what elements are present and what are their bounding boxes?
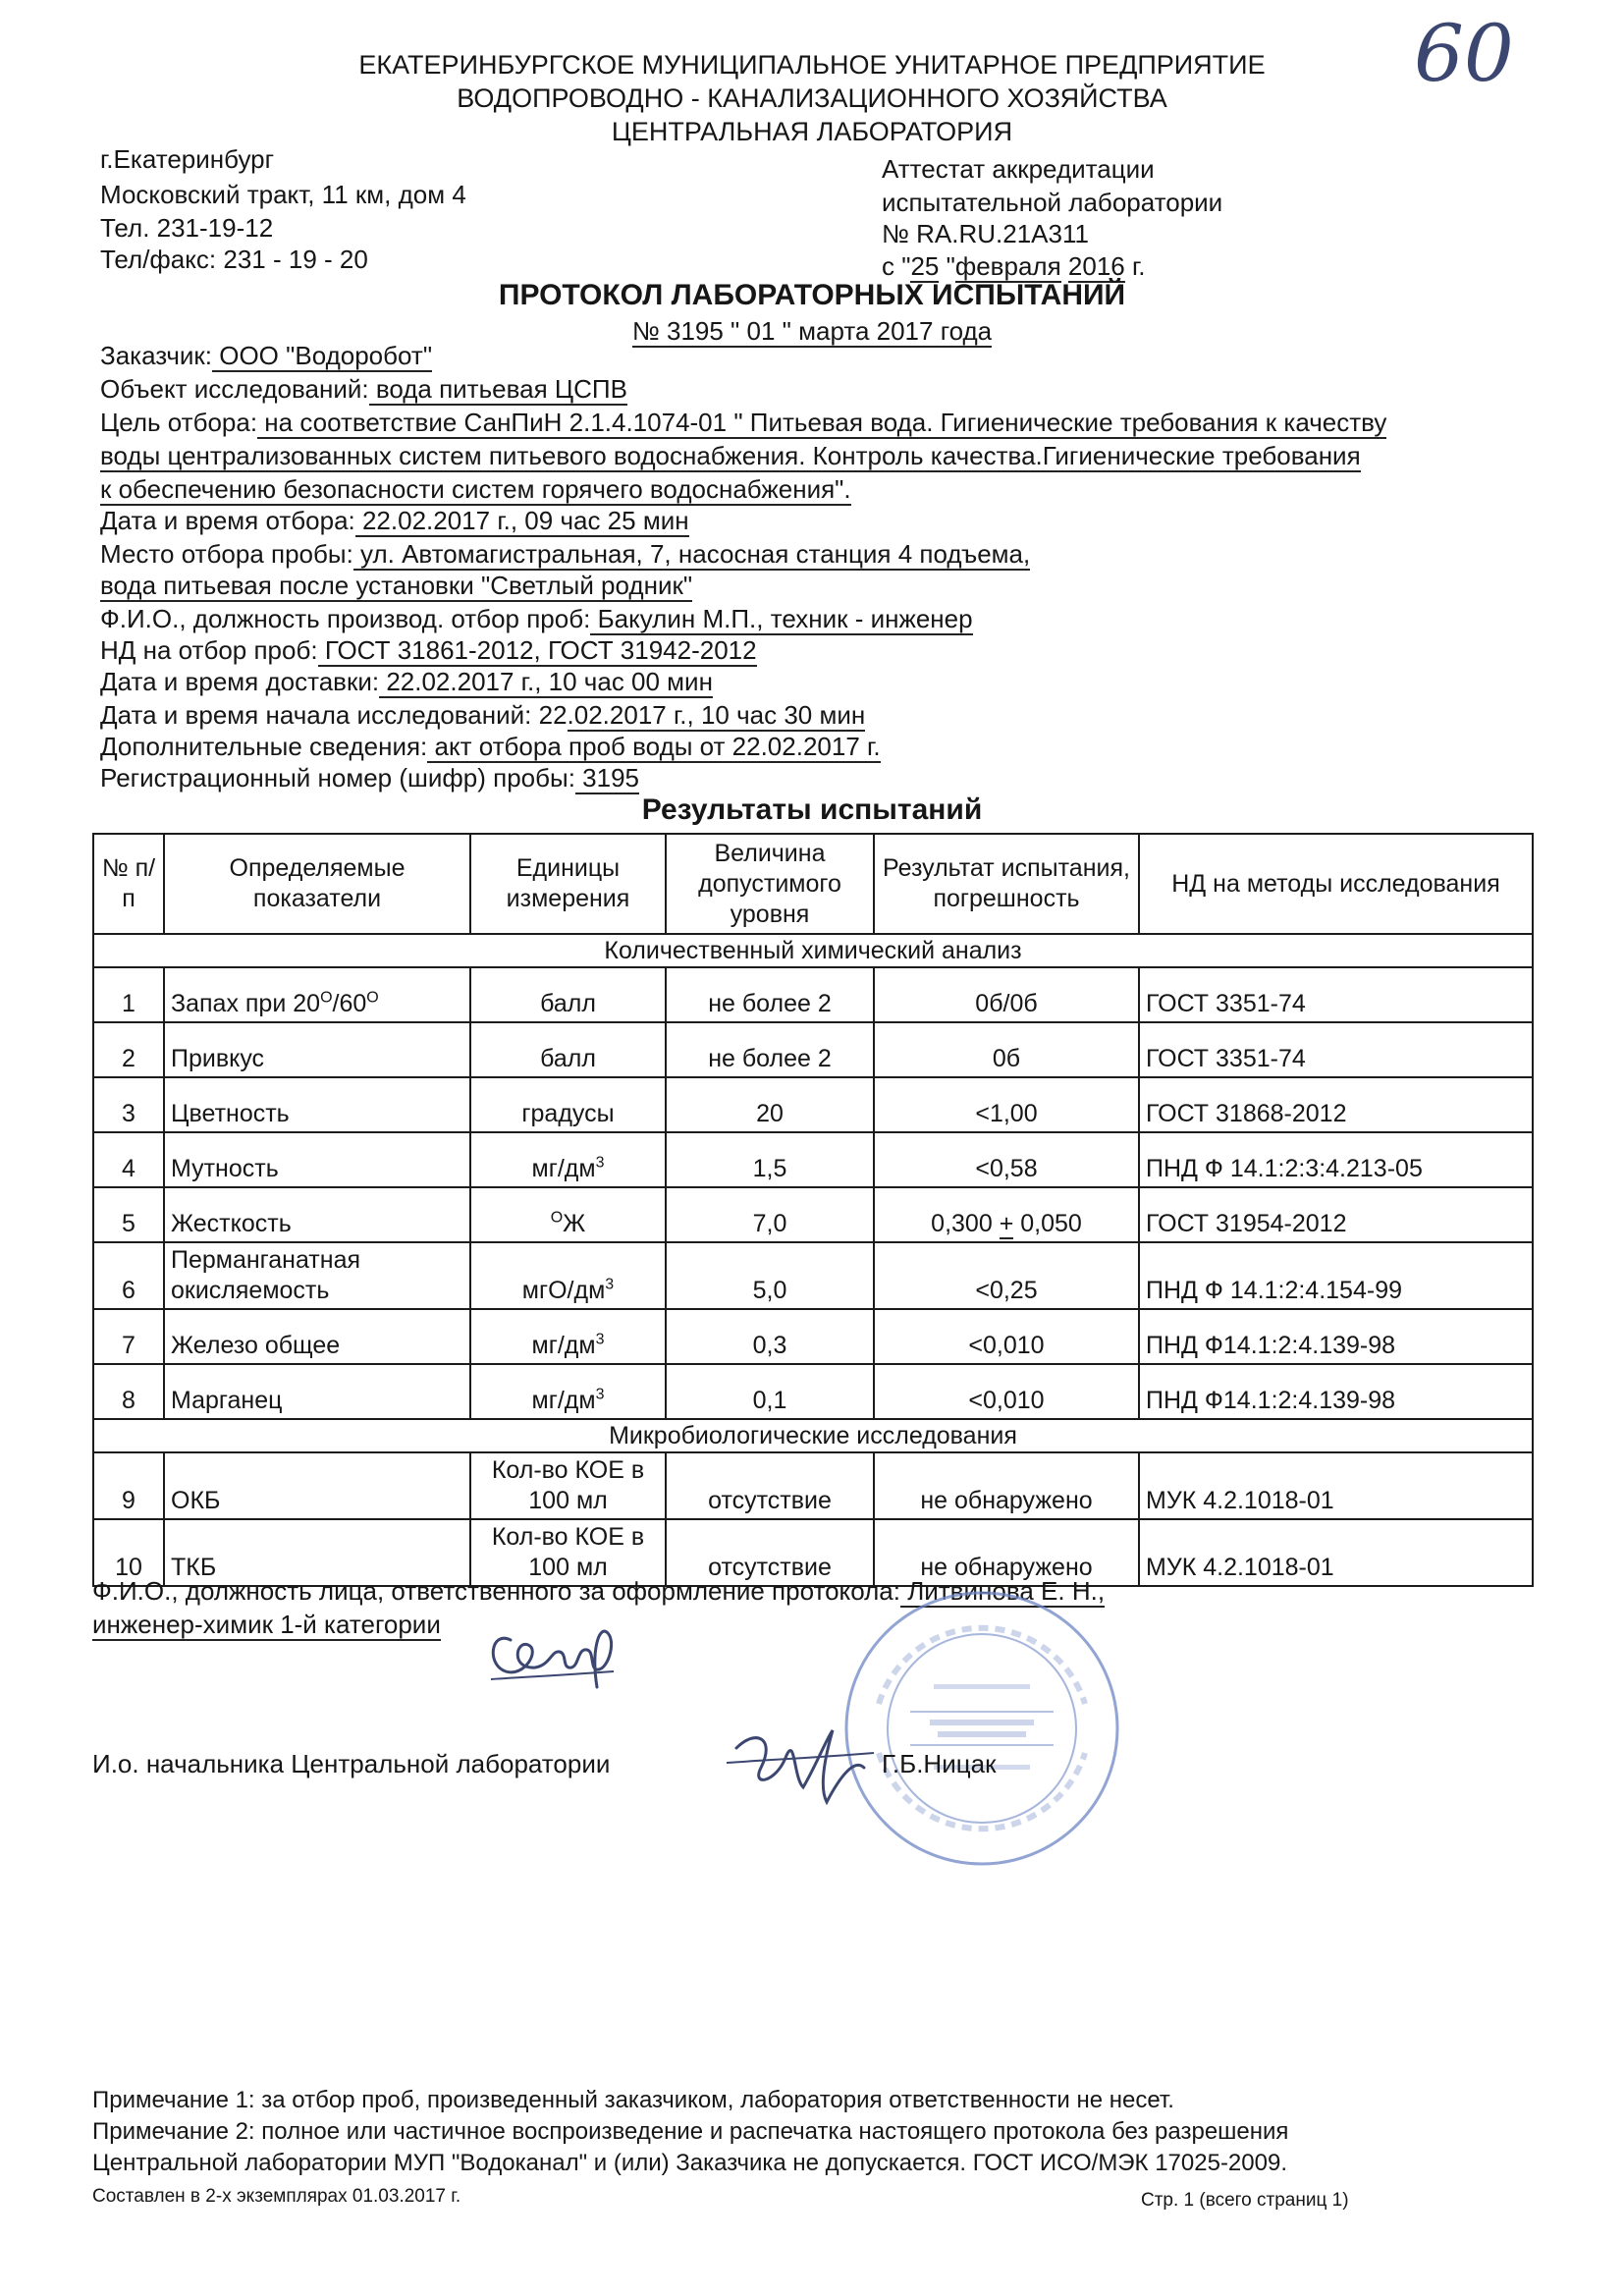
field-sampler: Ф.И.О., должность производ. отбор проб: Бакулин М.П., техник - инженер (100, 604, 973, 633)
row-norm: не более 2 (666, 1022, 874, 1077)
row-method: ГОСТ 3351-74 (1139, 1022, 1533, 1077)
field-purpose-2: воды централизованных систем питьевого водоснабжения. Контроль качества.Гигиенические требования (100, 441, 1361, 470)
field-nd: НД на отбор проб: ГОСТ 31861-2012, ГОСТ 31942-2012 (100, 635, 757, 665)
results-title: Результаты испытаний (641, 793, 983, 826)
table-row (93, 1452, 1533, 1519)
row-number: 9 (93, 1452, 164, 1519)
row-indicator: Запах при $20^О/60^О$ (164, 967, 470, 1022)
accreditation-line-1: Аттестат аккредитации (882, 154, 1155, 184)
row-norm: 0,1 (666, 1364, 874, 1419)
accreditation-number: № RA.RU.21А311 (882, 219, 1089, 248)
field-sampling-datetime: Дата и время отбора: 22.02.2017 г., 09 час 25 мин (100, 506, 689, 535)
responsible-position: инженер-химик 1-й категории (92, 1610, 441, 1639)
row-result: <0,25 (874, 1242, 1139, 1309)
handwritten-page-number: 60 (1414, 8, 1514, 99)
section-micro-label: Микробиологические исследования (93, 1419, 1533, 1452)
row-indicator: Перманганатная окисляемость (164, 1242, 470, 1309)
row-norm: 20 (666, 1077, 874, 1132)
row-result: не обнаружено (874, 1519, 1139, 1586)
address-fax: Тел/факс: 231 - 19 - 20 (100, 245, 368, 274)
section-row-chemical (93, 934, 1533, 967)
row-indicator: Привкус (164, 1022, 470, 1077)
table-row (93, 1309, 1533, 1364)
row-method: ПНД Ф 14.1:2:4.154-99 (1139, 1242, 1533, 1309)
address-street: Московский тракт, 11 км, дом 4 (100, 180, 466, 209)
field-analysis-start: Дата и время начала исследований: 22.02.2017 г., 10 час 30 мин (100, 700, 866, 730)
protocol-title: ПРОТОКОЛ ЛАБОРАТОРНЫХ ИСПЫТАНИЙ (498, 279, 1126, 311)
responsible-signature-icon (481, 1611, 628, 1699)
header-indicator: Определяемые показатели (164, 834, 470, 934)
note-1: Примечание 1: за отбор проб, произведенный заказчиком, лаборатория ответственности не несет. (92, 2087, 1174, 2113)
row-unit: $^О$Ж (470, 1187, 666, 1242)
row-unit: мгО/$дм^3$ (470, 1242, 666, 1309)
row-result: 0б (874, 1022, 1139, 1077)
row-unit: балл (470, 1022, 666, 1077)
note-2-line-1: Примечание 2: полное или частичное воспроизведение и распечатка настоящего протокола без разрешения (92, 2118, 1289, 2145)
row-number: 8 (93, 1364, 164, 1419)
field-purpose-3: к обеспечению безопасности систем горячего водоснабжения". (100, 474, 851, 504)
row-norm: 5,0 (666, 1242, 874, 1309)
row-result: <0,58 (874, 1132, 1139, 1187)
field-object: Объект исследований: вода питьевая ЦСПВ (100, 374, 627, 404)
row-norm: отсутствие (666, 1452, 874, 1519)
head-title: И.о. начальника Центральной лаборатории (92, 1749, 611, 1778)
row-method: МУК 4.2.1018-01 (1139, 1519, 1533, 1586)
row-result: 0,300 + 0,050 (874, 1187, 1139, 1242)
row-method: МУК 4.2.1018-01 (1139, 1452, 1533, 1519)
row-number: 5 (93, 1187, 164, 1242)
field-customer: Заказчик: ООО "Водоробот" (100, 341, 433, 370)
row-number: 10 (93, 1519, 164, 1586)
row-norm: 1,5 (666, 1132, 874, 1187)
row-indicator: ТКБ (164, 1519, 470, 1586)
row-method: ГОСТ 31868-2012 (1139, 1077, 1533, 1132)
row-result: не обнаружено (874, 1452, 1139, 1519)
field-registration-number: Регистрационный номер (шифр) пробы: 3195 (100, 763, 640, 793)
table-row (93, 1022, 1533, 1077)
row-unit: градусы (470, 1077, 666, 1132)
row-method: ПНД Ф14.1:2:4.139-98 (1139, 1309, 1533, 1364)
page-counter: Стр. 1 (всего страниц 1) (1141, 2190, 1349, 2211)
row-number: 6 (93, 1242, 164, 1309)
row-unit: Кол-во КОЕ в 100 мл (470, 1452, 666, 1519)
org-line-3: ЦЕНТРАЛЬНАЯ ЛАБОРАТОРИЯ (611, 117, 1013, 146)
protocol-number: № 3195 " 01 " марта 2017 года (631, 316, 993, 346)
header-number: № п/п (93, 834, 164, 934)
table-row (93, 1187, 1533, 1242)
table-row (93, 1132, 1533, 1187)
row-indicator: Цветность (164, 1077, 470, 1132)
address-phone: Тел. 231-19-12 (100, 213, 274, 243)
head-name: Г.Б.Ницак (882, 1749, 997, 1778)
header-units: Единицы измерения (470, 834, 666, 934)
row-norm: отсутствие (666, 1519, 874, 1586)
address-city: г.Екатеринбург (100, 144, 275, 174)
field-purpose: Цель отбора: на соответствие СанПиН 2.1.4.1074-01 " Питьевая вода. Гигиенические требования к качеству (100, 408, 1387, 437)
row-method: ПНД Ф14.1:2:4.139-98 (1139, 1364, 1533, 1419)
row-number: 4 (93, 1132, 164, 1187)
row-unit: $мг/дм^3$ (470, 1364, 666, 1419)
row-number: 2 (93, 1022, 164, 1077)
row-number: 3 (93, 1077, 164, 1132)
row-number: 7 (93, 1309, 164, 1364)
org-line-2: ВОДОПРОВОДНО - КАНАЛИЗАЦИОННОГО ХОЗЯЙСТВА (457, 83, 1167, 113)
row-indicator: ОКБ (164, 1452, 470, 1519)
section-chemical-label: Количественный химический анализ (93, 934, 1533, 967)
row-method: ГОСТ 31954-2012 (1139, 1187, 1533, 1242)
row-number: 1 (93, 967, 164, 1022)
results-table (92, 833, 1534, 1587)
note-2-line-2: Центральной лаборатории МУП "Водоканал" и (или) Заказчика не допускается. ГОСТ ИСО/МЭК 17025-2009. (92, 2150, 1287, 2176)
header-result: Результат испытания, погрешность (874, 834, 1139, 934)
section-row-micro (93, 1419, 1533, 1452)
table-row (93, 1364, 1533, 1419)
row-norm: не более 2 (666, 967, 874, 1022)
table-row (93, 967, 1533, 1022)
row-result: 0б/0б (874, 967, 1139, 1022)
field-additional-info: Дополнительные сведения: акт отбора проб воды от 22.02.2017 г. (100, 732, 881, 761)
accreditation-date: с "25 "февраля 2016 г. (882, 251, 1146, 281)
row-result: <1,00 (874, 1077, 1139, 1132)
field-sampling-place: Место отбора пробы: ул. Автомагистральная, 7, насосная станция 4 подъема, (100, 539, 1031, 569)
row-indicator: Жесткость (164, 1187, 470, 1242)
row-method: ГОСТ 3351-74 (1139, 967, 1533, 1022)
row-result: <0,010 (874, 1309, 1139, 1364)
field-sampling-place-2: вода питьевая после установки "Светлый родник" (100, 571, 693, 600)
header-method: НД на методы исследования (1139, 834, 1533, 934)
field-delivery: Дата и время доставки: 22.02.2017 г., 10 час 00 мин (100, 667, 713, 696)
table-header-row (93, 834, 1533, 934)
table-row (93, 1242, 1533, 1309)
header-allowed-level: Величина допустимого уровня (666, 834, 874, 934)
row-unit: Кол-во КОЕ в 100 мл (470, 1519, 666, 1586)
row-norm: 7,0 (666, 1187, 874, 1242)
row-norm: 0,3 (666, 1309, 874, 1364)
responsible-person: Ф.И.О., должность лица, ответственного за оформление протокола: Литвинова Е. Н., (92, 1576, 1106, 1606)
row-unit: $мг/дм^3$ (470, 1132, 666, 1187)
accreditation-line-2: испытательной лаборатории (882, 188, 1223, 217)
org-line-1: ЕКАТЕРИНБУРГСКОЕ МУНИЦИПАЛЬНОЕ УНИТАРНОЕ ПРЕДПРИЯТИЕ (358, 50, 1266, 80)
row-method: ПНД Ф 14.1:2:3:4.213-05 (1139, 1132, 1533, 1187)
row-result: <0,010 (874, 1364, 1139, 1419)
row-unit: балл (470, 967, 666, 1022)
row-indicator: Железо общее (164, 1309, 470, 1364)
row-unit: $мг/дм^3$ (470, 1309, 666, 1364)
table-row (93, 1077, 1533, 1132)
row-indicator: Мутность (164, 1132, 470, 1187)
row-indicator: Марганец (164, 1364, 470, 1419)
head-signature-icon (717, 1709, 884, 1817)
copies-note: Составлен в 2-х экземплярах 01.03.2017 г. (92, 2186, 461, 2207)
